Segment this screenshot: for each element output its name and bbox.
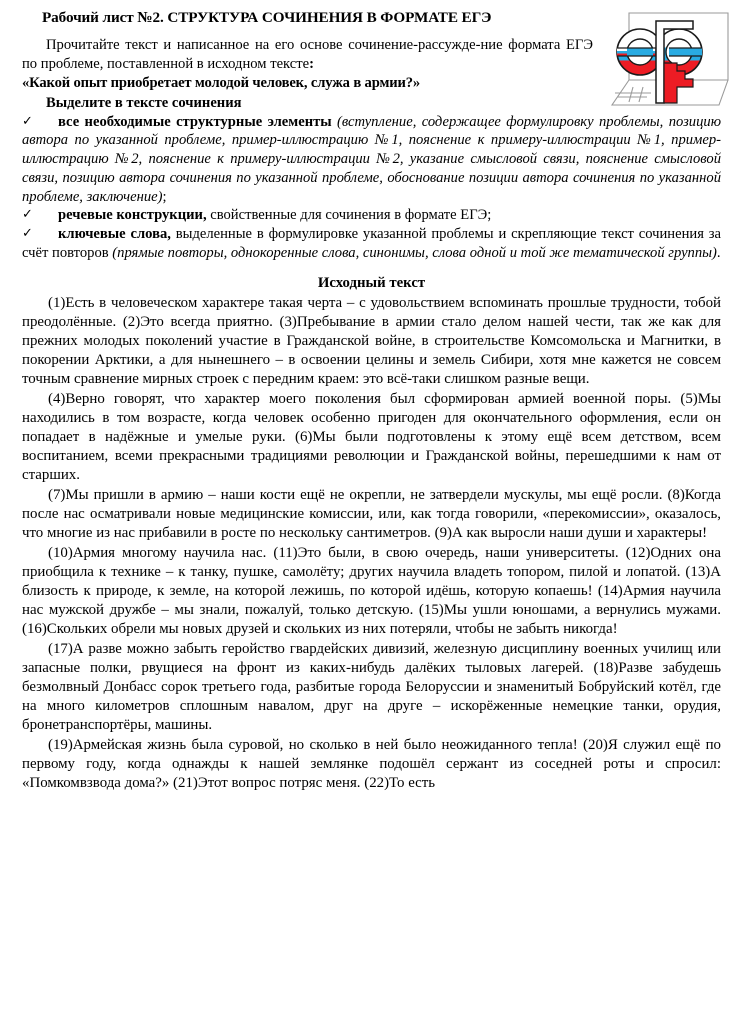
list-item bbox=[22, 206, 721, 225]
body-paragraph-1: (1)Есть в человеческом характере такая черта – с удовольствием вспоминать прошлые трудности, тобой преодолённые. (2)Это всегда приятно. (3)Пребывание в армии стало делом нашей чести, так же как для прежних молодых поколений участие в Гражданской войне, в строительстве Комсомольска и Магнитки, в покорении Арктики, а для нынешнего – в освоении целины и земель Сибири, хотя мне кажется не совсем точным сравнение мирных строек с передним краем: это всё-таки слишком разные вещи. bbox=[22, 295, 721, 387]
check-icon: ✓ bbox=[22, 207, 33, 223]
list-item-plain: свойственные для сочинения в формате ЕГЭ; bbox=[206, 207, 492, 224]
checklist bbox=[0, 113, 743, 263]
section-heading-source-text: Исходный текст bbox=[317, 274, 426, 291]
list-item-tail: . bbox=[716, 244, 721, 261]
subheading-highlight-instruction: Выделите в тексте сочинения bbox=[46, 94, 242, 111]
list-item-plain: выделенные в формулировке указанной проблемы и скрепляющие текст сочинения за счёт повторов bbox=[22, 226, 721, 261]
check-icon: ✓ bbox=[22, 226, 33, 242]
body-paragraph-3: (7)Мы пришли в армию – наши кости ещё не окрепли, не затвердели мускулы, мы ещё росли. (8)Когда после нас осматривали новые медицинские комиссии, или, как тогда говорили, «перекомиссии», оказалось, что многие из нас прибавили в росте по нескольку сантиметров. (9)А как выросли наши души и характеры! bbox=[22, 487, 721, 541]
list-item bbox=[22, 113, 721, 207]
intro-colon: : bbox=[309, 55, 314, 72]
body-paragraph-6: (19)Армейская жизнь была суровой, но сколько в ней было неожиданного тепла! (20)Я служил ещё по первому году, когда однажды к нашей землянке подошёл сержант из соседней роты и спросил: «Помкомвзвода дома?» (21)Этот вопрос потряс меня. (22)То есть bbox=[22, 737, 721, 791]
list-item bbox=[22, 225, 721, 263]
intro-text: Прочитайте текст и написанное на его основе сочинение-рассужде-ние формата ЕГЭ по проблеме, поставленной в исходном тексте bbox=[22, 36, 593, 72]
list-item-lead: речевые конструкции, bbox=[58, 207, 207, 224]
check-icon: ✓ bbox=[22, 113, 33, 129]
list-item-italic: (прямые повторы, однокоренные слова, синонимы, слова одной и той же тематической группы) bbox=[108, 244, 717, 261]
list-item-tail: ; bbox=[162, 188, 167, 205]
list-item-lead: все необходимые структурные элементы bbox=[58, 113, 332, 130]
body-paragraph-2: (4)Верно говорят, что характер моего поколения был сформирован армией военной поры. (5)Мы находились в том возрасте, когда человек особенно пригоден для окончательного оформления, если он попадает в надёжные и умелые руки. (6)Мы были подготовлены к этому ещё всем детством, всем воспитанием, всеми прекрасными традициями революции и Гражданской войны, перешедшими к нам от старших. bbox=[22, 391, 721, 483]
page-title: Рабочий лист №2. СТРУКТУРА СОЧИНЕНИЯ В ФОРМАТЕ ЕГЭ bbox=[42, 9, 492, 26]
intro-quote: «Какой опыт приобретает молодой человек, служа в армии?» bbox=[22, 74, 421, 91]
list-item-italic: (вступление, содержащее формулировку проблемы, позицию автора по указанной проблеме, пример-иллюстрацию №1, пояснение к примеру-иллюстрации №1, пример-иллюстрацию №2, пояснение к примеру-иллюстрации №2, указание смысловой связи, пояснение смысловой связи, позицию автора сочинения по указанной проблеме, обоснование позиции автора сочинения по указанной проблеме, заключение) bbox=[22, 113, 721, 205]
body-paragraph-4: (10)Армия многому научила нас. (11)Это были, в свою очередь, наши университеты. (12)Одних она приобщила к технике – к танку, пушке, самолёту; других научила владеть топором, пилой и лопатой. (13)А близость к природе, к земле, на которой лежишь, по которой идёшь, которую копаешь! (14)Армия научила нас мужской дружбе – мы знали, пожалуй, только детскую. (15)Мы ушли юношами, а вернулись мужами. (16)Скольких обрели мы новых друзей и скольких из них потеряли, чтобы не забыть никогда! bbox=[22, 545, 721, 637]
body-paragraph-5: (17)А разве можно забыть геройство гвардейских дивизий, железную дисциплину военных училищ или запасные полки, рвущиеся на фронт из каких-нибудь далёких тыловых лагерей. (18)Разве забудешь безмолвный Донбасс сорок третьего года, разбитые города Белоруссии и знаменитый Бобруйский котёл, где на много километров сплошным навалом, друг на друге – искорёженные немецкие танки, орудия, бронетранспортёры, машины. bbox=[22, 641, 721, 733]
list-item-lead: ключевые слова, bbox=[58, 226, 171, 243]
ege-logo bbox=[607, 7, 735, 111]
